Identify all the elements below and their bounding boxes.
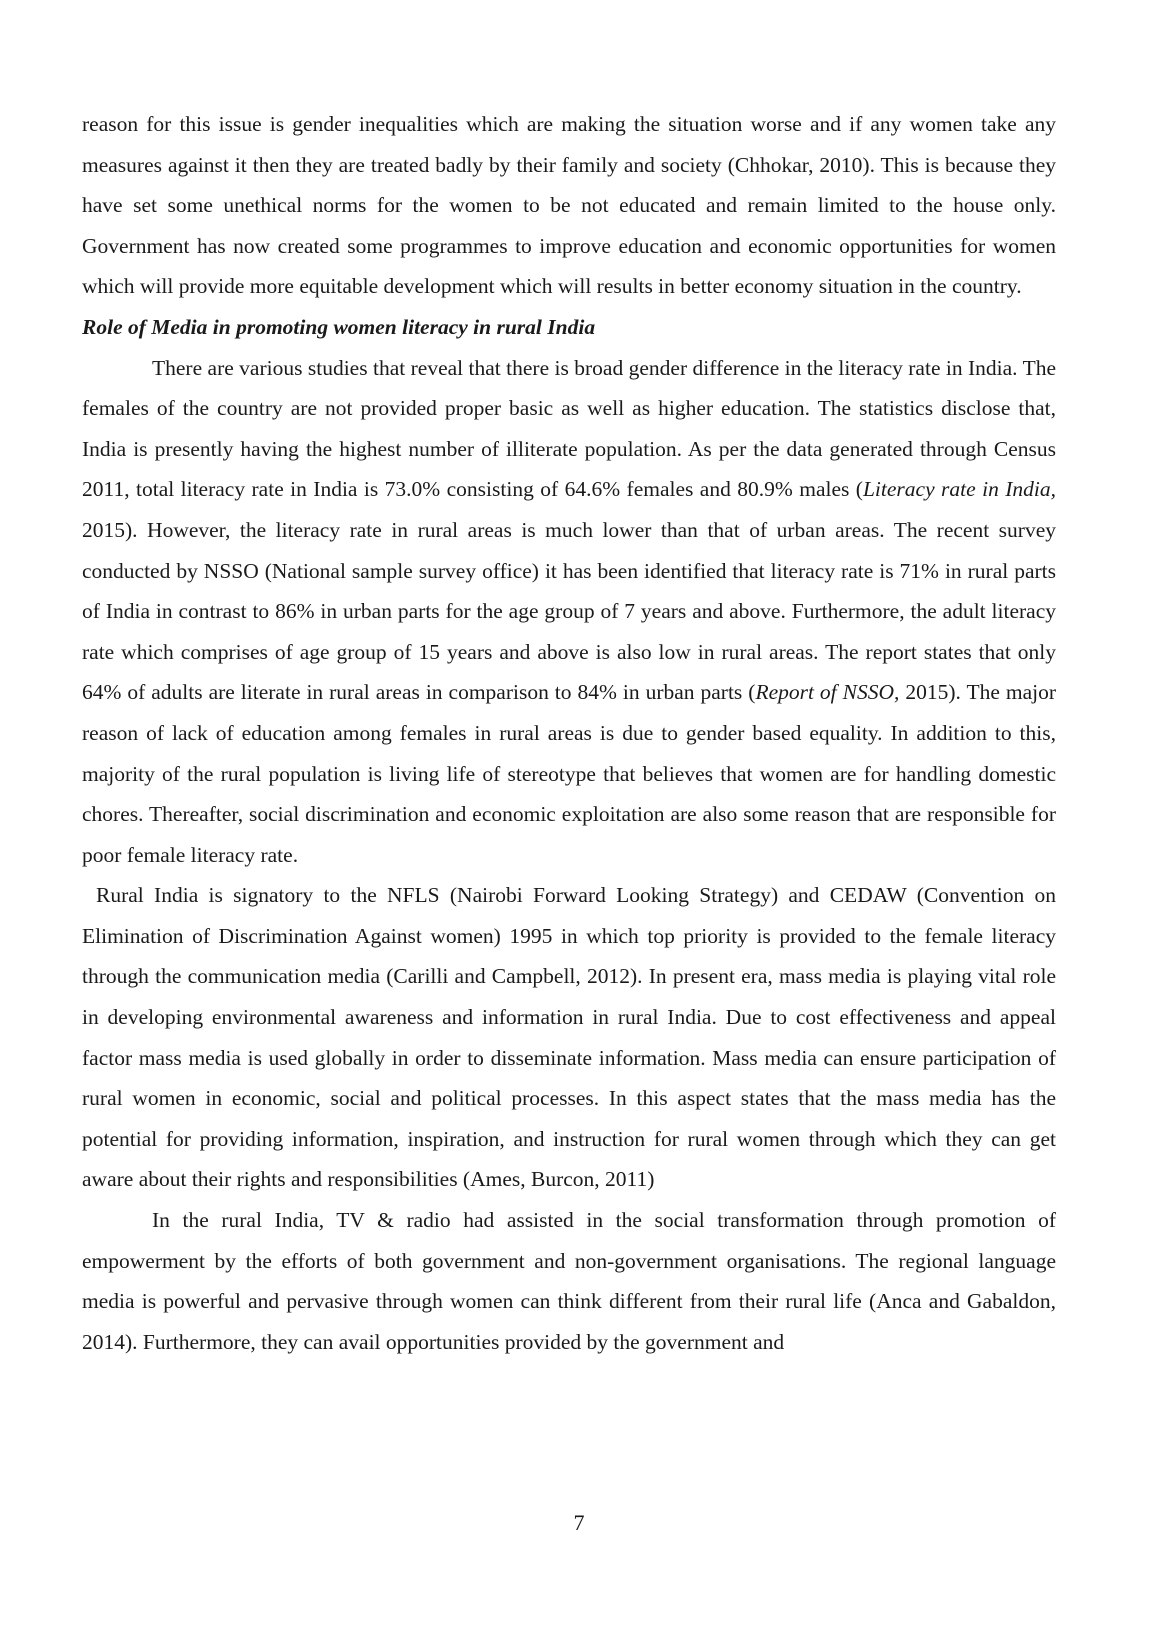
document-body (82, 104, 1056, 1362)
paragraph-tv-radio: In the rural India, TV & radio had assisted in the social transformation through promotion of empowerment by the efforts of both government and non-government organisations. The regional language media is powerful and pervasive through women can think different from their rural life (Anca and Gabaldon, 2014). Furthermore, they can avail opportunities provided by the government and (82, 1208, 1056, 1354)
section-heading: Role of Media in promoting women literacy in rural India (82, 314, 596, 339)
paragraph-text: There are various studies that reveal that there is broad gender difference in the literacy rate in India. The females of the country are not provided proper basic as well as higher education. The statistics disclose that, India is presently having the highest number of illiterate population. As per the data generated through Census 2011, total literacy rate in India is 73.0% consisting of 64.6% females and 80.9% males ( (82, 355, 1056, 502)
page-number: 7 (573, 1510, 585, 1535)
citation-italic: Literacy rate in India, (862, 477, 1057, 502)
paragraph-text: 2015). However, the literacy rate in rural areas is much lower than that of urban areas. The recent survey conducted by NSSO (National sample survey office) it has been identified that literacy rate is 71% in rural parts of India in contrast to 86% in urban parts for the age group of 7 years and above. Furthermore, the adult literacy rate which comprises of age group of 15 years and above is also low in rural areas. The report states that only 64% of adults are literate in rural areas in comparison to 84% in urban parts ( (82, 517, 1056, 705)
paragraph-nfls-cedaw: Rural India is signatory to the NFLS (Nairobi Forward Looking Strategy) and CEDAW (Convention on Elimination of Discrimination Against women) 1995 in which top priority is provided to the female literacy through the communication media (Carilli and Campbell, 2012). In present era, mass media is playing vital role in developing environmental awareness and information in rural India. Due to cost effectiveness and appeal factor mass media is used globally in order to disseminate information. Mass media can ensure participation of rural women in economic, social and political processes. In this aspect states that the mass media has the potential for providing information, inspiration, and instruction for rural women through which they can get aware about their rights and responsibilities (Ames, Burcon, 2011) (82, 883, 1056, 1192)
citation-italic: Report of NSSO, (755, 680, 900, 705)
paragraph-text: 2015). The major reason of lack of education among females in rural areas is due to gender based equality. In addition to this, majority of the rural population is living life of stereotype that believes that women are for handling domestic chores. Thereafter, social discrimination and economic exploitation are also some reason that are responsible for poor female literacy rate. (82, 680, 1057, 867)
paragraph-continuation: reason for this issue is gender inequalities which are making the situation worse and if any women take any measures against it then they are treated badly by their family and society (Chhokar, 2010). This is because they have set some unethical norms for the women to be not educated and remain limited to the house only. Government has now created some programmes to improve education and economic opportunities for women which will provide more equitable development which will results in better economy situation in the country. (82, 112, 1056, 299)
paragraph-literacy-stats (82, 348, 1056, 876)
